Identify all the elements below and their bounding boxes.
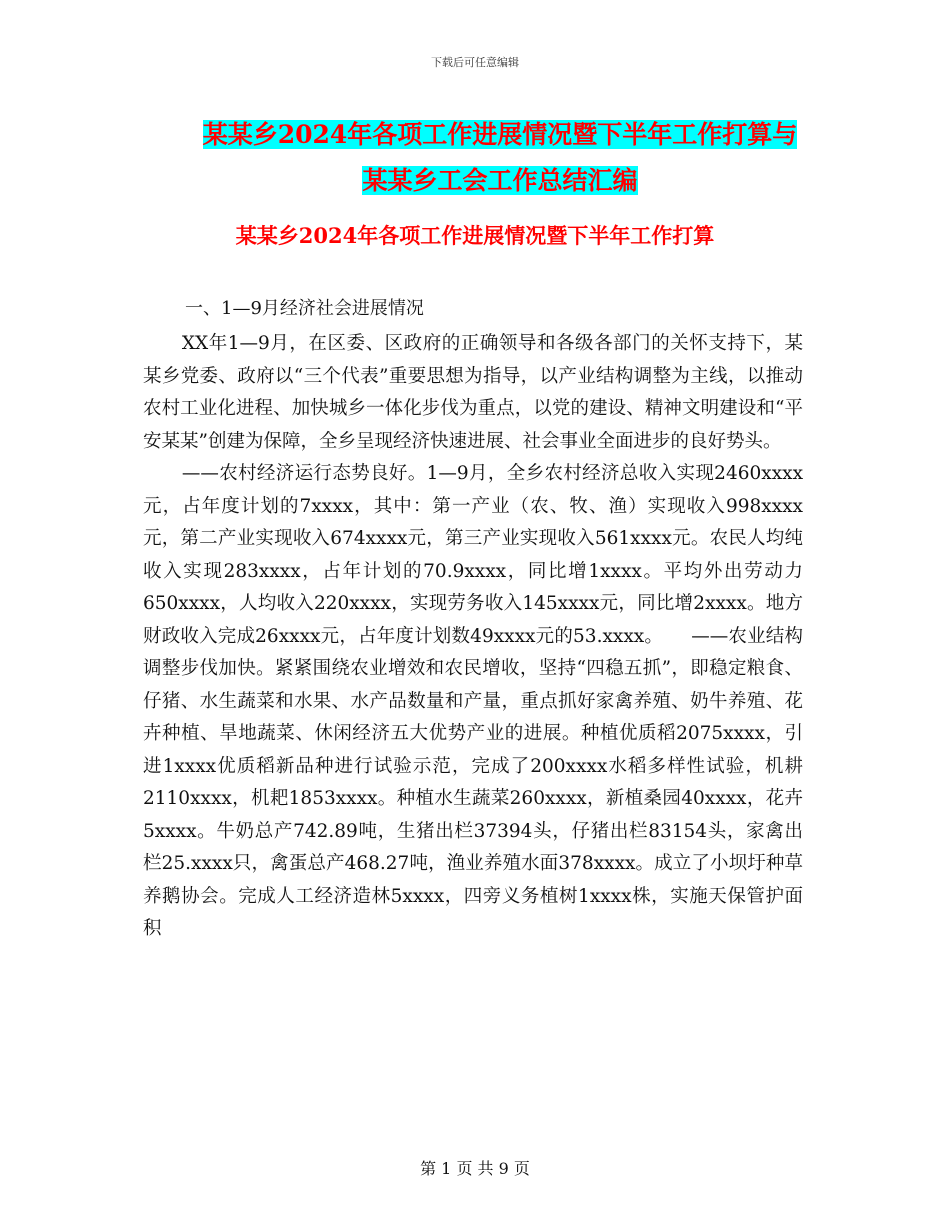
page-footer: 第 1 页 共 9 页 (420, 1159, 530, 1178)
paragraph-intro: XX年1—9月，在区委、区政府的正确领导和各级各部门的关怀支持下，某某乡党委、政府以“三个代表”重要思想为指导，以产业结构调整为主线，以推动农村工业化进程、加快城乡一体化步伐为重点，以党的建设、精神文明建设和“平安某某”创建为保障，全乡呈现经济快速进展、社会事业全面进步的良好势头。 (143, 333, 803, 452)
section-title: 某某乡2024年各项工作进展情况暨下半年工作打算 (235, 223, 715, 248)
section-heading: 一、1—9月经济社会进展情况 (185, 298, 424, 319)
body-text (143, 328, 803, 946)
document-title (150, 112, 850, 204)
document-title-line-2: 某某乡工会工作总结汇编 (362, 166, 638, 195)
header-note: 下载后可任意编辑 (431, 56, 519, 69)
paragraph-economy: ——农村经济运行态势良好。1—9月，全乡农村经济总收入实现2460xxxx元，占年度计划的7xxxx，其中：第一产业（农、牧、渔）实现收入998xxxx元，第二产业实现收入674xxxx元，第三产业实现收入561xxxx元。农民人均纯收入实现283xxxx，占年计划的70.9xxxx，同比增1xxxx。平均外出劳动力650xxxx，人均收入220xxxx，实现劳务收入145xxxx元，同比增2xxxx。地方财政收入完成26xxxx元，占年度计划数49xxxx元的53.xxxx。 ——农业结构调整步伐加快。紧紧围绕农业增效和农民增收，坚持“四稳五抓”，即稳定粮食、仔猪、水生蔬菜和水果、水产品数量和产量，重点抓好家禽养殖、奶牛养殖、花卉种植、旱地蔬菜、休闲经济五大优势产业的进展。种植优质稻2075xxxx，引进1xxxx优质稻新品种进行试验示范，完成了200xxxx水稻多样性试验，机耕2110xxxx，机耙1853xxxx。种植水生蔬菜260xxxx，新植桑园40xxxx，花卉5xxxx。牛奶总产742.89吨，生猪出栏37394头，仔猪出栏83154头，家禽出栏25.xxxx只，禽蛋总产468.27吨，渔业养殖水面378xxxx。成立了小坝圩种草养鹅协会。完成人工经济造林5xxxx，四旁义务植树1xxxx株，实施天保管护面积 (143, 463, 803, 939)
document-title-line-1: 某某乡2024年各项工作进展情况暨下半年工作打算与 (202, 120, 798, 149)
